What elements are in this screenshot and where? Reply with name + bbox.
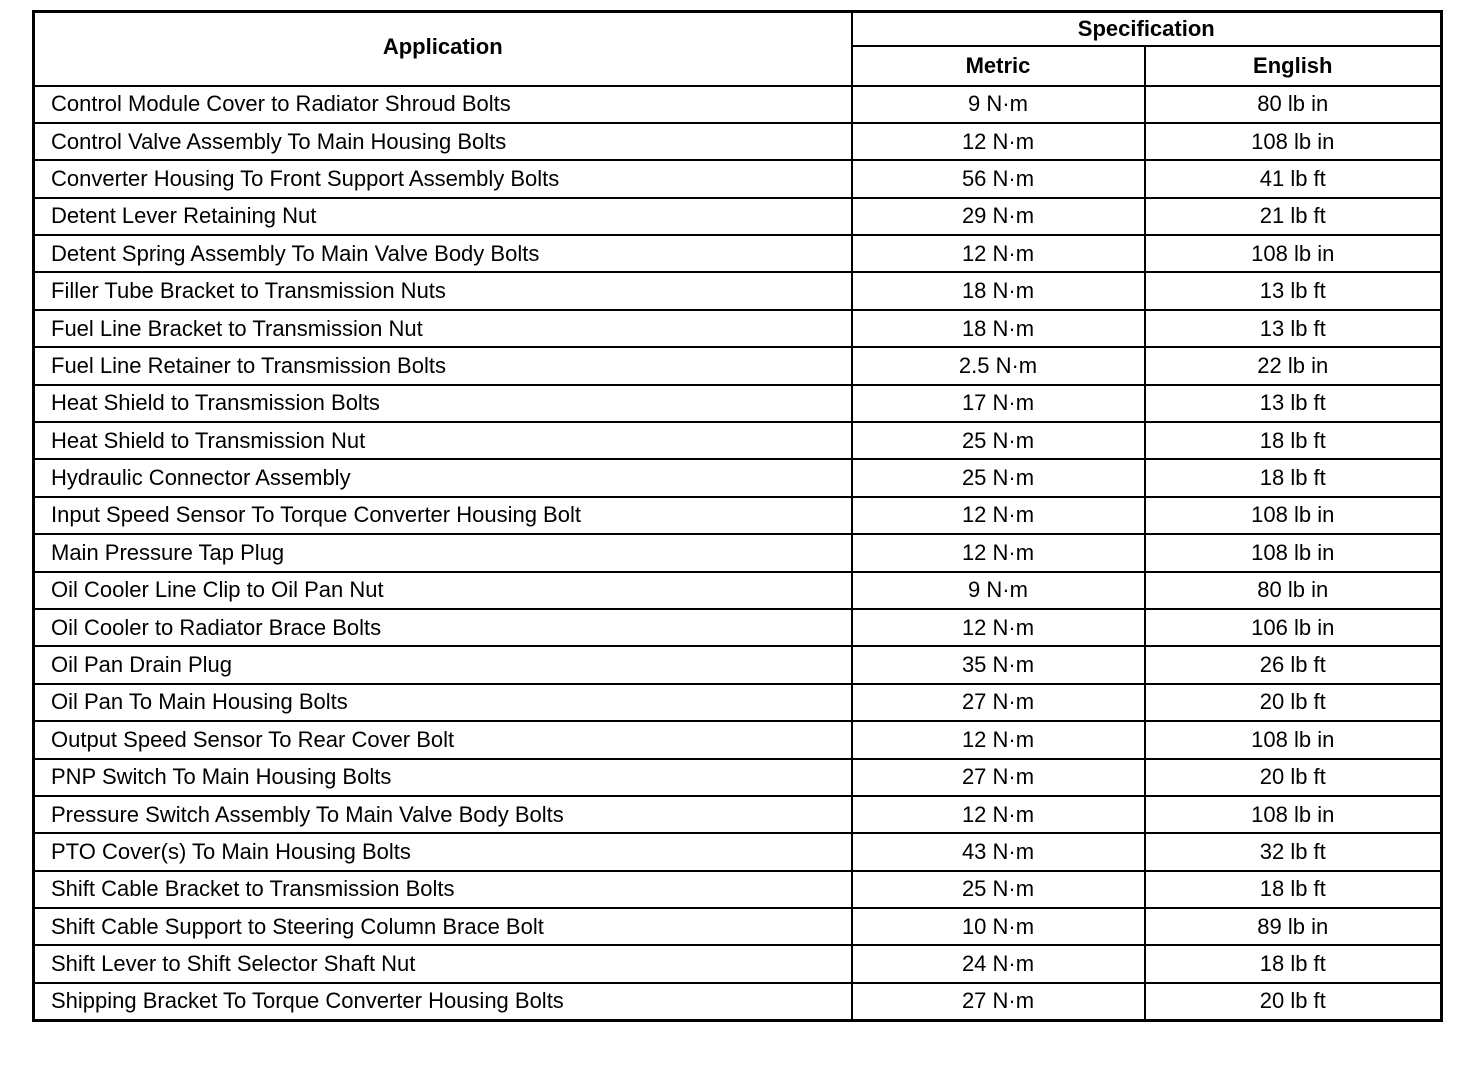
metric-cell: 12 N·m (852, 796, 1145, 833)
torque-specification-table (32, 10, 1443, 1022)
application-cell: Detent Spring Assembly To Main Valve Body Bolts (34, 235, 852, 272)
english-cell: 18 lb ft (1145, 459, 1442, 496)
application-cell: Heat Shield to Transmission Nut (34, 422, 852, 459)
english-cell: 13 lb ft (1145, 310, 1442, 347)
application-cell: Oil Pan Drain Plug (34, 646, 852, 683)
application-cell: PNP Switch To Main Housing Bolts (34, 759, 852, 796)
application-cell: Fuel Line Retainer to Transmission Bolts (34, 347, 852, 384)
table-row (34, 160, 1442, 197)
english-cell: 18 lb ft (1145, 422, 1442, 459)
english-cell: 80 lb in (1145, 86, 1442, 123)
table-row (34, 86, 1442, 123)
table-row (34, 833, 1442, 870)
table-row (34, 123, 1442, 160)
english-cell: 108 lb in (1145, 796, 1442, 833)
table-row (34, 272, 1442, 309)
application-cell: Heat Shield to Transmission Bolts (34, 385, 852, 422)
english-cell: 32 lb ft (1145, 833, 1442, 870)
english-cell: 18 lb ft (1145, 871, 1442, 908)
english-cell: 108 lb in (1145, 235, 1442, 272)
metric-cell: 12 N·m (852, 497, 1145, 534)
table-row (34, 310, 1442, 347)
english-cell: 21 lb ft (1145, 198, 1442, 235)
application-cell: Shift Cable Support to Steering Column Brace Bolt (34, 908, 852, 945)
table-row (34, 459, 1442, 496)
application-cell: Oil Cooler Line Clip to Oil Pan Nut (34, 572, 852, 609)
header-application: Application (34, 12, 852, 86)
table-row (34, 347, 1442, 384)
table-row (34, 759, 1442, 796)
metric-cell: 24 N·m (852, 945, 1145, 982)
metric-cell: 56 N·m (852, 160, 1145, 197)
application-cell: Input Speed Sensor To Torque Converter Housing Bolt (34, 497, 852, 534)
metric-cell: 25 N·m (852, 422, 1145, 459)
metric-cell: 12 N·m (852, 609, 1145, 646)
metric-cell: 27 N·m (852, 759, 1145, 796)
english-cell: 89 lb in (1145, 908, 1442, 945)
metric-cell: 18 N·m (852, 272, 1145, 309)
metric-cell: 12 N·m (852, 235, 1145, 272)
table-row (34, 684, 1442, 721)
english-cell: 22 lb in (1145, 347, 1442, 384)
english-cell: 20 lb ft (1145, 684, 1442, 721)
metric-cell: 27 N·m (852, 684, 1145, 721)
english-cell: 18 lb ft (1145, 945, 1442, 982)
metric-cell: 35 N·m (852, 646, 1145, 683)
table-row (34, 497, 1442, 534)
table-row (34, 609, 1442, 646)
metric-cell: 10 N·m (852, 908, 1145, 945)
application-cell: Hydraulic Connector Assembly (34, 459, 852, 496)
metric-cell: 25 N·m (852, 459, 1145, 496)
english-cell: 108 lb in (1145, 721, 1442, 758)
english-cell: 13 lb ft (1145, 385, 1442, 422)
table-row (34, 385, 1442, 422)
english-cell: 13 lb ft (1145, 272, 1442, 309)
header-english: English (1145, 46, 1442, 86)
application-cell: Main Pressure Tap Plug (34, 534, 852, 571)
metric-cell: 43 N·m (852, 833, 1145, 870)
application-cell: Pressure Switch Assembly To Main Valve Body Bolts (34, 796, 852, 833)
application-cell: Oil Pan To Main Housing Bolts (34, 684, 852, 721)
metric-cell: 9 N·m (852, 572, 1145, 609)
table-row (34, 422, 1442, 459)
table-row (34, 796, 1442, 833)
application-cell: Filler Tube Bracket to Transmission Nuts (34, 272, 852, 309)
table-header (34, 12, 1442, 86)
english-cell: 20 lb ft (1145, 759, 1442, 796)
header-specification: Specification (852, 12, 1442, 46)
english-cell: 41 lb ft (1145, 160, 1442, 197)
table-row (34, 871, 1442, 908)
application-cell: Shift Cable Bracket to Transmission Bolts (34, 871, 852, 908)
application-cell: Control Valve Assembly To Main Housing Bolts (34, 123, 852, 160)
table-row (34, 721, 1442, 758)
application-cell: Converter Housing To Front Support Assembly Bolts (34, 160, 852, 197)
table-row (34, 908, 1442, 945)
table-row (34, 534, 1442, 571)
english-cell: 26 lb ft (1145, 646, 1442, 683)
application-cell: Oil Cooler to Radiator Brace Bolts (34, 609, 852, 646)
metric-cell: 12 N·m (852, 534, 1145, 571)
table-body (34, 86, 1442, 1021)
application-cell: Detent Lever Retaining Nut (34, 198, 852, 235)
metric-cell: 18 N·m (852, 310, 1145, 347)
english-cell: 80 lb in (1145, 572, 1442, 609)
metric-cell: 29 N·m (852, 198, 1145, 235)
english-cell: 106 lb in (1145, 609, 1442, 646)
metric-cell: 25 N·m (852, 871, 1145, 908)
header-metric: Metric (852, 46, 1145, 86)
application-cell: Control Module Cover to Radiator Shroud Bolts (34, 86, 852, 123)
table-row (34, 235, 1442, 272)
application-cell: Shipping Bracket To Torque Converter Housing Bolts (34, 983, 852, 1020)
table-row (34, 572, 1442, 609)
table-row (34, 945, 1442, 982)
application-cell: Shift Lever to Shift Selector Shaft Nut (34, 945, 852, 982)
metric-cell: 17 N·m (852, 385, 1145, 422)
application-cell: Fuel Line Bracket to Transmission Nut (34, 310, 852, 347)
metric-cell: 12 N·m (852, 123, 1145, 160)
metric-cell: 27 N·m (852, 983, 1145, 1020)
metric-cell: 2.5 N·m (852, 347, 1145, 384)
english-cell: 108 lb in (1145, 123, 1442, 160)
metric-cell: 9 N·m (852, 86, 1145, 123)
application-cell: PTO Cover(s) To Main Housing Bolts (34, 833, 852, 870)
table-row (34, 646, 1442, 683)
english-cell: 108 lb in (1145, 534, 1442, 571)
metric-cell: 12 N·m (852, 721, 1145, 758)
table-row (34, 983, 1442, 1020)
english-cell: 20 lb ft (1145, 983, 1442, 1020)
english-cell: 108 lb in (1145, 497, 1442, 534)
table-row (34, 198, 1442, 235)
application-cell: Output Speed Sensor To Rear Cover Bolt (34, 721, 852, 758)
